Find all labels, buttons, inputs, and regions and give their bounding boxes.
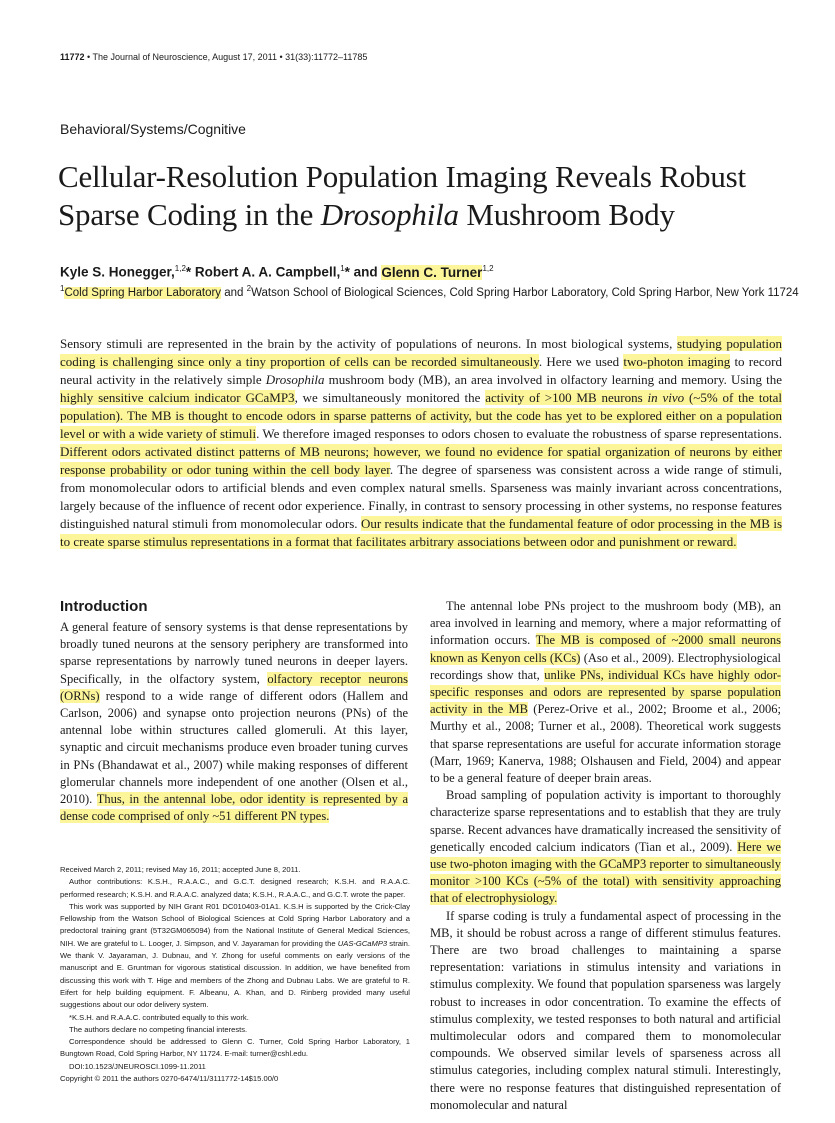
journal-citation: • The Journal of Neuroscience, August 17, 2011 • 31(33):11772–11785	[84, 52, 368, 62]
intro-column-2	[430, 598, 781, 1114]
footnote-support	[60, 901, 410, 1012]
author-campbell: * Robert A. A. Campbell,	[185, 264, 341, 280]
highlight: activity of >100 MB neurons	[485, 390, 648, 405]
abstract-text: Sensory stimuli are represented in the brain by the activity of populations of neurons. In most biological systems,	[60, 336, 677, 351]
abstract	[60, 335, 782, 551]
footnote-contributions: Author contributions: K.S.H., R.A.A.C., and G.C.T. designed research; K.S.H. and R.A.A.C. performed research; K.S.H. and R.A.A.C. analyzed data; K.S.H., R.A.A.C., and G.C.T. wrote the paper.	[60, 877, 410, 899]
introduction-heading: Introduction	[60, 598, 148, 615]
intro-text: Broad sampling of population activity is important to thoroughly characterize sparse representations and to establish that they are truly sparse. Recent advances have dramatically increased the sensitivity of genetically encoded calcium indicators (Tian et al., 2009).	[430, 788, 781, 854]
highlight: studying population coding is challenging since only a tiny proportion of cells can be recorded simultaneously	[60, 336, 783, 369]
author-honegger: Kyle S. Honegger,	[60, 264, 175, 280]
affil-sup: 2	[246, 284, 252, 293]
title-line-1: Cellular-Resolution Population Imaging Reveals Robust	[58, 159, 746, 194]
highlight: (~5% of the total population). The MB is thought to encode odors in sparse patterns of activity, but the code has yet to be explored either on a population level or with a wide variety of stimuli	[60, 390, 782, 441]
abstract-italic: Drosophila	[265, 372, 325, 387]
abstract-text: mushroom body (MB), an area involved in olfactory learning and memory. Using the	[324, 372, 783, 387]
title-line-2-pre: Sparse Coding in the	[58, 197, 321, 232]
author-turner: Glenn C. Turner	[381, 264, 483, 280]
highlight: two-photon imaging	[623, 354, 731, 369]
highlight: Here we use two-photon imaging with the GCaMP3 reporter to simultaneously monitor >100 KCs (~5% of the total) with sensitivity approaching that of electrophysiology.	[430, 839, 781, 906]
title-line-2-post: Mushroom Body	[458, 197, 675, 232]
abstract-text: , we simultaneously monitored the	[294, 390, 486, 405]
affil-separator: and	[221, 286, 247, 299]
section-label: Behavioral/Systems/Cognitive	[60, 121, 246, 137]
author-sup: 1,2	[482, 264, 494, 273]
footnote-received: Received March 2, 2011; revised May 16, 2011; accepted June 8, 2011.	[60, 865, 301, 874]
intro-text: If sparse coding is truly a fundamental aspect of processing in the MB, it should be robust across a range of different stimulus features. There are two broad challenges to maintaining a sparse representation: variations in stimulus intensity and variations in stimulus complexity. We found that population sparseness was largely robust to increases in odor concentration. To examine the effects of stimulus complexity, we tested responses to both natural and artificial multimolecular odors and compared them to monomolecular compounds. We observed similar levels of sparseness across all stimulus categories, including complex natural stimuli. Interestingly, there were no response features that distinguished representation of monomolecular and natural	[430, 908, 781, 1112]
abstract-text: . The degree of sparseness was consistent across a wide range of stimuli, from monomolecular odors to artificial blends and even complex natural smells. Sparseness was mainly invariant across concentrations, largely because of the influence of recent odor experience. Finally, in contrast to sensory processing in other systems, no response features distinguished natural stimuli from monomolecular odors.	[60, 462, 782, 531]
abstract-text: . We therefore imaged responses to odors chosen to evaluate the robustness of sparse representations.	[256, 426, 782, 441]
intro-text: respond to a wide range of different odors (Hallem and Carlson, 2006) and synapse onto projection neurons (PNs) of the antennal lobe within structures called glomeruli. At this layer, synaptic and circuit mechanisms produce even broader tuning curves in PNs (Bhandawat et al., 2007) while making responses of different glomerular channels more independent of one another (Olsen et al., 2010).	[60, 688, 408, 807]
intro-paragraph	[430, 787, 781, 907]
affil-cshl: Cold Spring Harbor Laboratory	[64, 286, 222, 299]
highlight: Our results indicate that the fundamental feature of odor processing in the MB is to create sparse stimulus representations in a format that facilitates arbitrary associations between odor and punishment or reward.	[60, 516, 782, 549]
highlight: olfactory receptor neurons (ORNs)	[60, 671, 408, 703]
intro-text: A general feature of sensory systems is that dense representations by broadly tuned neurons at the sensory periphery are transformed into sparse representations by narrowly tuned neurons in deeper layers. Specifically, in the olfactory system,	[60, 620, 408, 686]
title-italic-species: Drosophila	[320, 197, 459, 232]
intro-text: (Perez-Orive et al., 2002; Broome et al., 2006; Murthy et al., 2008; Turner et al., 2008). Theoretical work suggests that sparse representations are useful for accurate information storage (Marr, 1969; Kanerva, 1988; Olshausen and Field, 2004) and appear to be a general feature of deeper brain areas.	[430, 702, 781, 786]
highlight: Thus, in the antennal lobe, odor identity is represented by a dense code comprised of only ~51 different PN types.	[60, 792, 409, 824]
page-number: 11772	[60, 52, 85, 62]
footnote-equal-contribution: *K.S.H. and R.A.A.C. contributed equally to this work.	[69, 1012, 249, 1022]
footnotes	[60, 864, 410, 1085]
footnote-text: strain. We thank V. Jayaraman, J. Dubnau, and Y. Zhong for useful comments on early versions of the manuscript and E. Gruntman for vigorous statistical discussion. In addition, we have benefited from discussing this work with T. Hige and members of the Zhong and Dubnau Labs. We are grateful to R. Eifert for help building equipment. F. Albeanu, A. Khan, and D. Rinberg provided many useful suggestions about our odor delivery system.	[60, 938, 410, 1010]
highlight: highly sensitive calcium indicator GCaMP3	[60, 390, 295, 405]
footnote-competing: The authors declare no competing financial interests.	[69, 1024, 248, 1034]
intro-text: (Aso et al., 2009). Electrophysiological recordings show that,	[430, 650, 781, 682]
affil-watson: Watson School of Biological Sciences, Cold Spring Harbor Laboratory, Cold Spring Harbor, New York 11724	[251, 286, 799, 299]
intro-paragraph	[430, 598, 781, 787]
highlight: unlike PNs, individual KCs have highly odor-specific responses and odors are represented by sparse population activity in the MB	[430, 667, 781, 717]
author-separator: * and	[344, 264, 382, 280]
abstract-text: . Here we used	[538, 354, 624, 369]
running-head	[60, 52, 367, 62]
intro-paragraph	[430, 908, 781, 1114]
highlight: The MB is composed of ~2000 small neurons known as Kenyon cells (KCs)	[430, 633, 781, 665]
intro-column-1	[60, 619, 408, 825]
abstract-text: to record neural activity in the relatively simple	[60, 354, 783, 387]
footnote-text: This work was supported by NIH Grant R01 DC010403-01A1. K.S.H is supported by the Crick-Clay Fellowship from the Watson School of Biological Sciences at Cold Spring Harbor Laboratory and a predoctoral training grant (5T32GM065094) from the National Institute of General Medical Sciences, NIH. We are grateful to L. Looger, J. Simpson, and V. Jayaraman for providing the	[60, 901, 410, 948]
affil-sup: 1	[60, 284, 65, 293]
intro-text: The antennal lobe PNs project to the mushroom body (MB), an area involved in learning and memory, where a major reformatting of information occurs.	[430, 599, 781, 648]
author-list	[60, 264, 494, 280]
paper-title	[58, 158, 798, 234]
author-sup: 1	[340, 264, 345, 273]
footnote-italic: UAS-GCaMP3	[337, 938, 388, 948]
affiliations	[60, 284, 799, 299]
footnote-copyright: Copyright © 2011 the authors 0270-6474/11/3111772-14$15.00/0	[60, 1074, 279, 1084]
footnote-doi: DOI:10.1523/JNEUROSCI.1099-11.2011	[69, 1061, 206, 1071]
footnote-correspondence: Correspondence should be addressed to Glenn C. Turner, Cold Spring Harbor Laboratory, 1 Bungtown Road, Cold Spring Harbor, NY 11724. E-mail: turner@cshl.edu.	[60, 1037, 410, 1059]
author-sup: 1,2	[174, 264, 186, 273]
highlight: Different odors activated distinct patterns of MB neurons; however, we found no evidence for spatial organization of neurons by either response probability or odor tuning within the cell body layer	[60, 444, 782, 477]
highlight-italic: in vivo	[647, 390, 685, 405]
